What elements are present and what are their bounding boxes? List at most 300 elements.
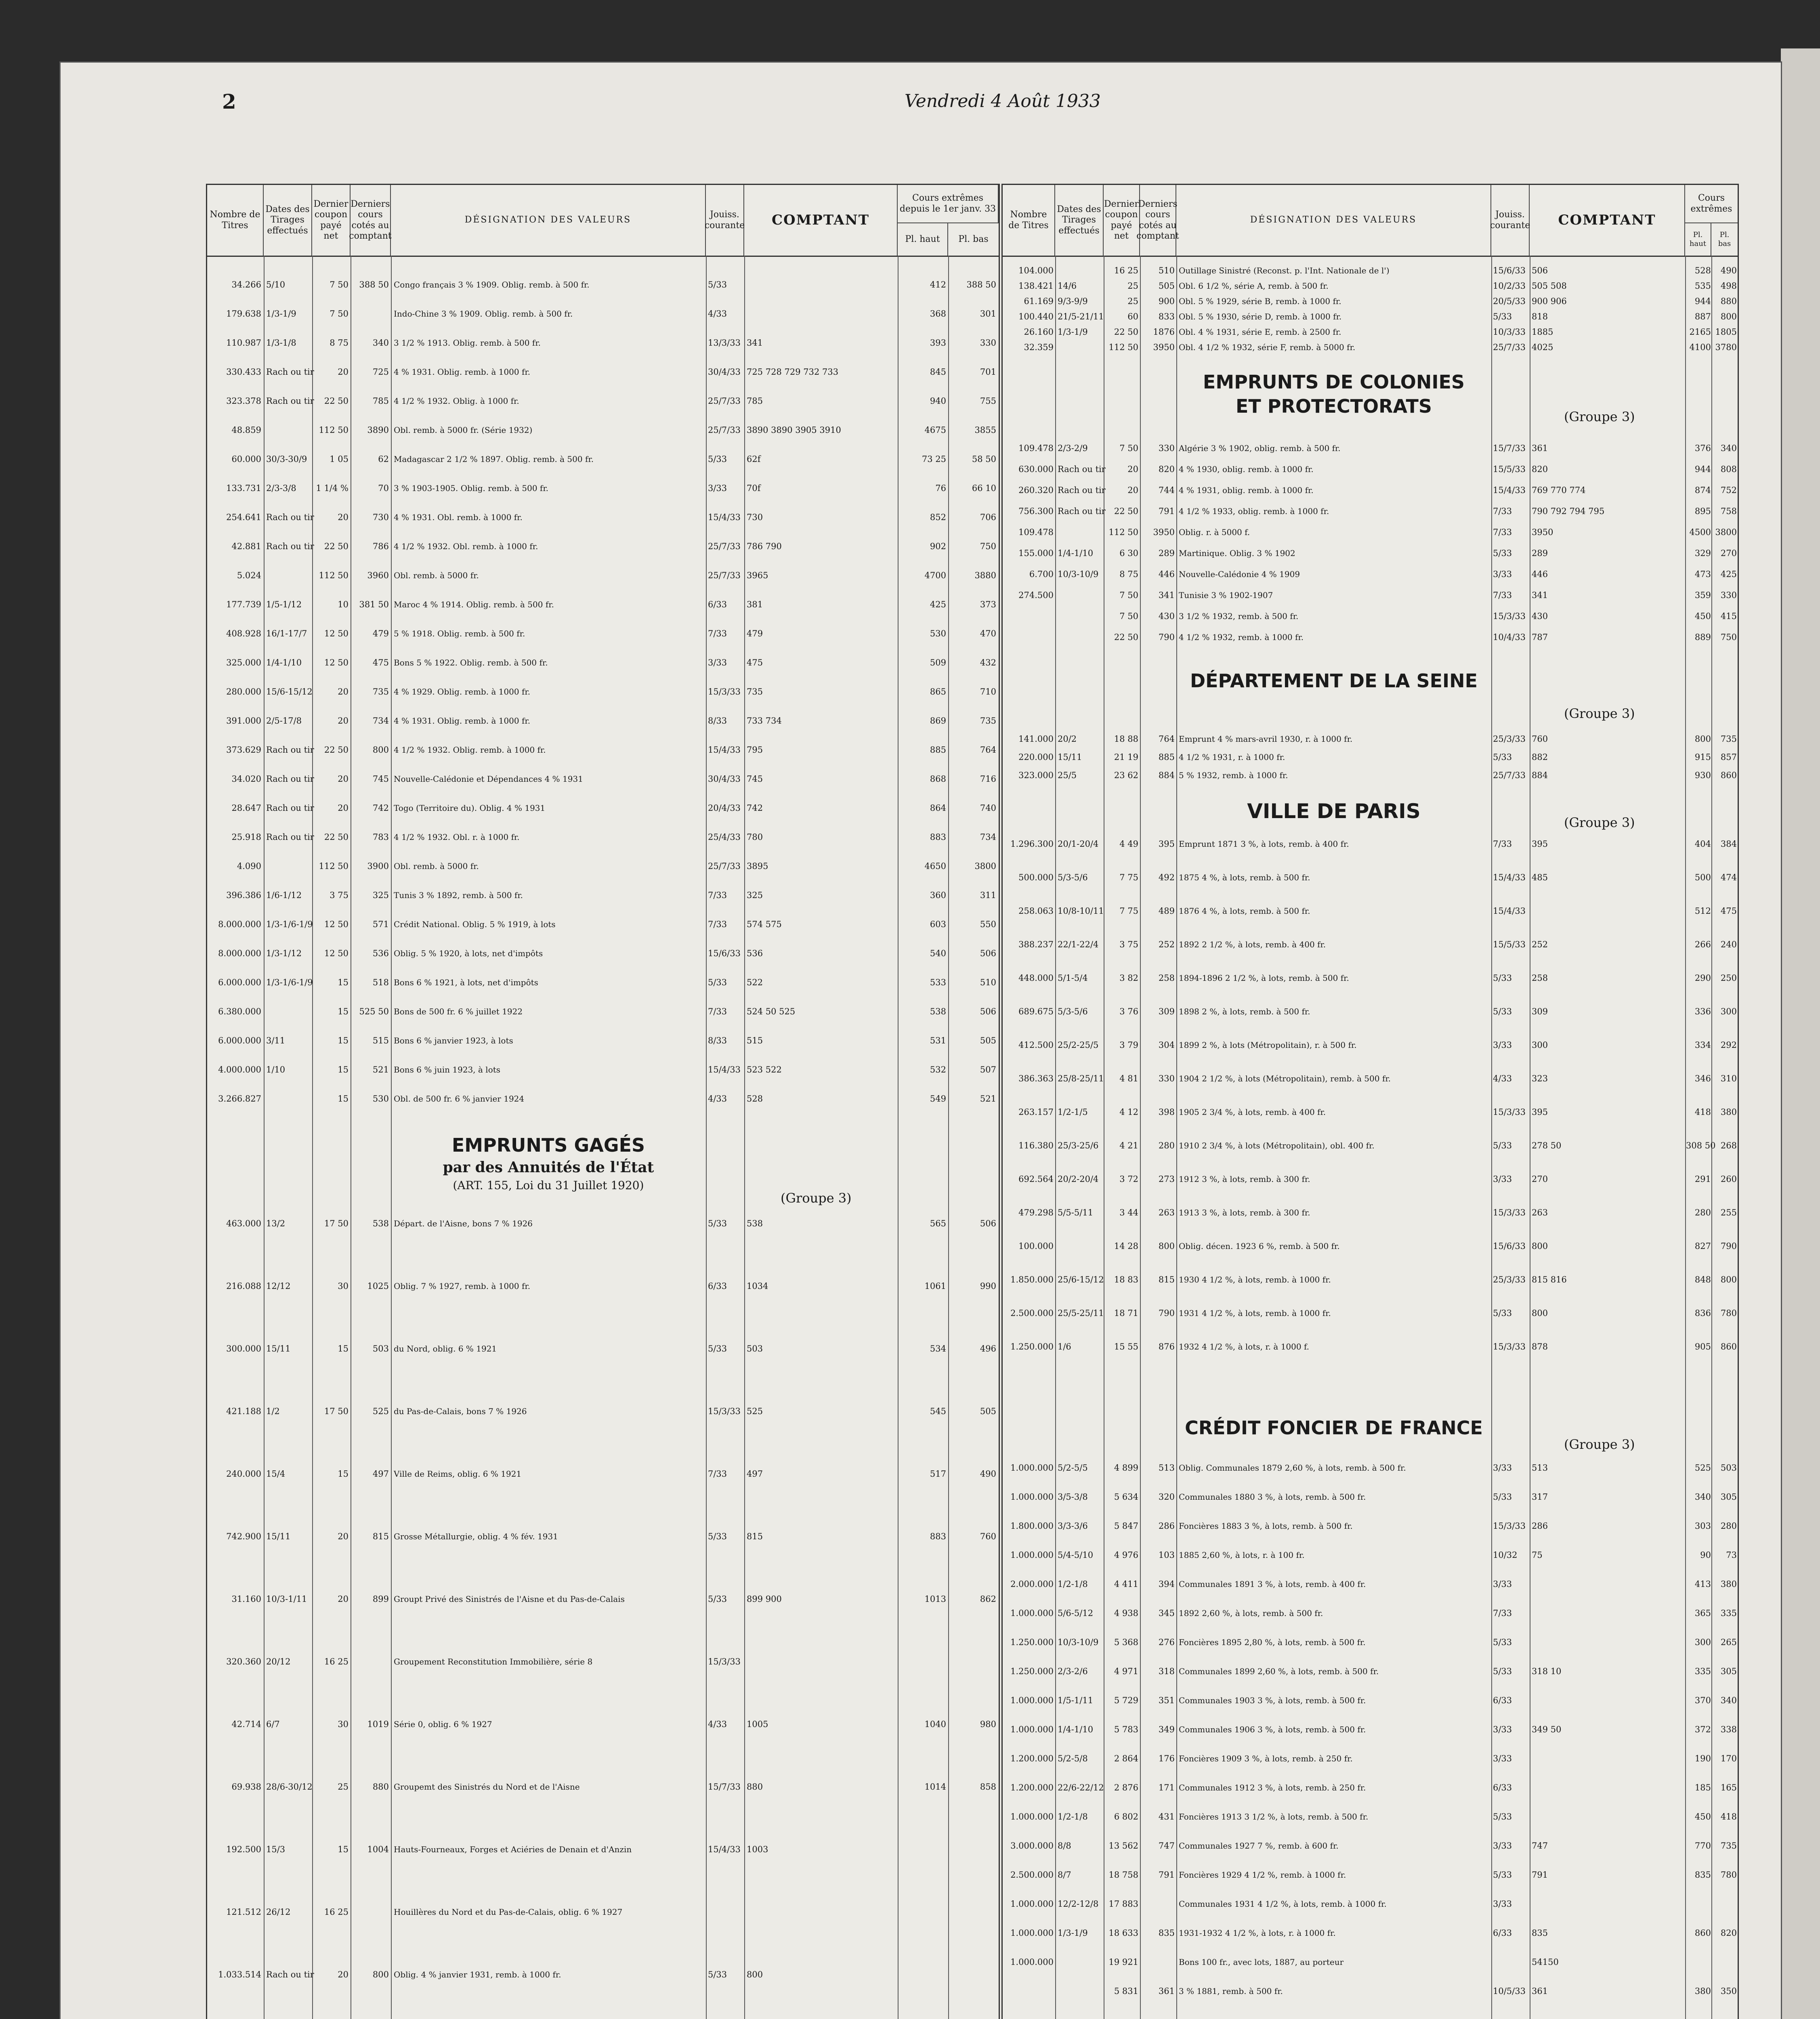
plbas-cell: 268	[1720, 1141, 1737, 1150]
plbas-cell: 338	[1720, 1725, 1737, 1734]
plbas-cell: 505	[980, 1406, 996, 1416]
nombre-cell: 240.000	[226, 1469, 261, 1479]
plbas-cell: 66 10	[972, 483, 996, 493]
plbas-cell: 860	[1720, 1342, 1737, 1352]
designation-cell: 4 % 1931. Obl. remb. à 1000 fr.	[394, 512, 523, 522]
designation-cell: 4 1/2 % 1933, oblig. remb. à 1000 fr.	[1179, 506, 1329, 516]
cours-cell: 497	[372, 1469, 389, 1479]
coupon-cell: 20	[338, 803, 348, 813]
nombre-cell: 100.440	[1018, 312, 1054, 321]
dates-cell: 15/11	[266, 1344, 291, 1354]
coupon-cell: 4 411	[1114, 1579, 1138, 1589]
dates-cell: 15/6-15/12	[266, 687, 313, 697]
designation-cell: Nouvelle-Calédonie et Dépendances 4 % 1931	[394, 774, 583, 784]
plhaut-cell: 2165	[1689, 327, 1711, 337]
comptant-cell: 497	[747, 1469, 763, 1479]
dates-cell: 2/3-3/8	[266, 483, 296, 493]
comptant-cell: 786 790	[747, 541, 782, 551]
cours-cell: 884	[1158, 770, 1175, 780]
dates-cell: 2/3-2/6	[1058, 1666, 1088, 1676]
dates-cell: 20/2-20/4	[1058, 1174, 1099, 1184]
plbas-cell: 330	[1720, 590, 1737, 600]
designation-cell: 1894-1896 2 1/2 %, à lots, remb. à 500 fr.	[1179, 973, 1349, 983]
coupon-cell: 17 50	[324, 1406, 348, 1416]
designation-cell: du Pas-de-Calais, bons 7 % 1926	[394, 1406, 527, 1416]
comptant-cell: 818	[1532, 312, 1548, 321]
plhaut-cell: 530	[930, 629, 946, 638]
plbas-cell: 862	[980, 1594, 996, 1604]
jouiss-cell: 15/3/33	[1493, 1342, 1526, 1352]
comptant-cell: 515	[747, 1036, 763, 1045]
designation-cell: Foncières 1913 3 1/2 %, à lots, remb. à 500 fr.	[1179, 1812, 1369, 1822]
jouiss-cell: 15/4/33	[1493, 906, 1526, 916]
comptant-cell: 349 50	[1532, 1725, 1562, 1734]
jouiss-cell: 15/4/33	[708, 1845, 741, 1854]
nombre-cell: 258.063	[1018, 906, 1054, 916]
comptant-cell: 270	[1532, 1174, 1548, 1184]
designation-cell: Bons 6 % 1921, à lots, net d'impôts	[394, 978, 538, 987]
nombre-cell: 2.500.000	[1010, 1870, 1054, 1880]
cours-cell: 304	[1158, 1040, 1175, 1050]
jouiss-cell: 5/33	[1493, 1637, 1512, 1647]
comptant-cell: 300	[1532, 1040, 1548, 1050]
coupon-cell: 5 783	[1114, 1725, 1138, 1734]
plhaut-cell: 532	[930, 1065, 946, 1075]
coupon-cell: 112 50	[319, 425, 348, 435]
cours-cell: 171	[1158, 1783, 1175, 1792]
nombre-cell: 1.250.000	[1010, 1666, 1054, 1676]
comptant-cell: 522	[747, 978, 763, 987]
plhaut-cell: 770	[1694, 1841, 1711, 1851]
emprunts-gages-title: EMPRUNTS GAGÉS	[451, 1134, 645, 1156]
jouiss-cell: 4/33	[708, 1719, 727, 1729]
dates-cell: 16/1-17/7	[266, 629, 307, 638]
jouiss-cell: 25/3/33	[1493, 1275, 1526, 1284]
plhaut-cell: 425	[930, 600, 946, 609]
nombre-cell: 31.160	[231, 1594, 261, 1604]
dates-cell: 28/6-30/12	[266, 1782, 313, 1792]
cours-cell: 1025	[367, 1281, 389, 1291]
designation-cell: Oblig. décen. 1923 6 %, remb. à 500 fr.	[1179, 1241, 1340, 1251]
designation-cell: Congo français 3 % 1909. Oblig. remb. à 500 fr.	[394, 280, 590, 290]
plhaut-cell: 335	[1694, 1666, 1711, 1676]
cours-cell: 800	[372, 745, 389, 755]
jouiss-cell: 15/3/33	[1493, 1521, 1526, 1531]
cours-cell: 744	[1158, 485, 1175, 495]
emprunts-gages-sub1: par des Annuités de l'État	[443, 1159, 654, 1176]
coupon-cell: 5 729	[1114, 1696, 1138, 1705]
plhaut-cell: 889	[1694, 632, 1711, 642]
nombre-cell: 263.157	[1018, 1107, 1054, 1117]
coupon-cell: 7 75	[1119, 906, 1138, 916]
coupon-cell: 12 50	[324, 949, 348, 958]
jouiss-cell: 20/4/33	[708, 803, 741, 813]
designation-cell: 1904 2 1/2 %, à lots (Métropolitain), remb. à 500 fr.	[1179, 1074, 1391, 1083]
jouiss-cell: 7/33	[708, 1469, 727, 1479]
plbas-cell: 335	[1720, 1608, 1737, 1618]
nombre-cell: 61.169	[1024, 296, 1054, 306]
nombre-cell: 330.433	[226, 367, 261, 377]
nombre-cell: 179.638	[226, 309, 261, 319]
comptant-cell: 75	[1532, 1550, 1543, 1560]
coupon-cell: 22 50	[1114, 632, 1138, 642]
comptant-cell: 323	[1532, 1074, 1548, 1083]
nombre-cell: 6.000.000	[218, 978, 261, 987]
comptant-cell: 395	[1532, 839, 1548, 849]
dates-cell: 10/3-10/9	[1058, 569, 1099, 579]
plbas-cell: 735	[1720, 1841, 1737, 1851]
nombre-cell: 300.000	[226, 1344, 261, 1354]
colonies-title-1: EMPRUNTS DE COLONIES	[1203, 371, 1465, 393]
coupon-cell: 25	[1127, 296, 1138, 306]
cours-cell: 790	[1158, 632, 1175, 642]
designation-cell: 1913 3 %, à lots, remb. à 300 fr.	[1179, 1208, 1310, 1217]
dates-cell: 5/2-5/8	[1058, 1754, 1088, 1763]
jouiss-cell: 4/33	[708, 1094, 727, 1104]
cours-cell: 475	[372, 658, 389, 667]
plbas-cell: 3880	[974, 571, 996, 580]
nombre-cell: 48.859	[231, 425, 261, 435]
plbas-cell: 980	[980, 1719, 996, 1729]
coupon-cell: 20	[338, 512, 348, 522]
dates-cell: 20/1-20/4	[1058, 839, 1099, 849]
coupon-cell: 20	[1127, 464, 1138, 474]
nombre-cell: 110.987	[226, 338, 261, 348]
comptant-cell: 54150	[1532, 1957, 1559, 1967]
plbas-cell: 3780	[1715, 342, 1737, 352]
plbas-cell: 496	[980, 1344, 996, 1354]
plhaut-cell: 940	[930, 396, 946, 406]
jouiss-cell: 5/33	[1493, 1812, 1512, 1822]
nombre-cell: 391.000	[226, 716, 261, 726]
plhaut-cell: 450	[1694, 1812, 1711, 1822]
jouiss-cell: 5/33	[708, 1594, 727, 1604]
nombre-cell: 4.000.000	[218, 1065, 261, 1075]
comptant-cell: 882	[1532, 752, 1548, 762]
col-jouiss: Jouiss. courante	[706, 185, 744, 256]
nombre-cell: 274.500	[1018, 590, 1054, 600]
designation-cell: Communales 1891 3 %, à lots, remb. à 400 fr.	[1179, 1579, 1366, 1589]
designation-cell: 4 1/2 % 1932. Obl. r. à 1000 fr.	[394, 832, 520, 842]
coupon-cell: 5 634	[1114, 1492, 1138, 1502]
jouiss-cell: 15/3/33	[708, 1406, 741, 1416]
jouiss-cell: 8/33	[708, 716, 727, 726]
nombre-cell: 1.000.000	[1010, 1463, 1054, 1473]
jouiss-cell: 7/33	[1493, 527, 1512, 537]
jouiss-cell: 7/33	[1493, 839, 1512, 849]
cours-cell: 289	[1158, 548, 1175, 558]
plhaut-cell: 864	[930, 803, 946, 813]
left-quote-table	[206, 184, 1000, 2019]
designation-cell: 4 % 1929. Oblig. remb. à 1000 fr.	[394, 687, 531, 697]
plbas-cell: 750	[980, 541, 996, 551]
jouiss-cell: 15/3/33	[708, 1657, 741, 1666]
designation-cell: 3 1/2 % 1913. Oblig. remb. à 500 fr.	[394, 338, 541, 348]
plbas-cell: 330	[980, 338, 996, 348]
comptant-cell: 1005	[747, 1719, 768, 1729]
cours-cell: 742	[372, 803, 389, 813]
nombre-cell: 26.160	[1024, 327, 1054, 337]
plbas-cell: 388 50	[966, 280, 996, 290]
nombre-cell: 500.000	[1018, 873, 1054, 882]
plhaut-cell: 329	[1694, 548, 1711, 558]
comptant-cell: 800	[1532, 1241, 1548, 1251]
dates-cell: 3/11	[266, 1036, 285, 1045]
nombre-cell: 4.090	[237, 861, 261, 871]
plhaut-cell: 944	[1694, 464, 1711, 474]
colonies-groupe: (Groupe 3)	[1564, 409, 1635, 424]
dates-cell: 5/3-5/6	[1058, 1007, 1088, 1016]
dates-cell: 1/2-1/8	[1058, 1812, 1088, 1822]
cours-cell: 286	[1158, 1521, 1175, 1531]
cours-cell: 725	[372, 367, 389, 377]
designation-cell: Foncières 1909 3 %, à lots, remb. à 250 fr.	[1179, 1754, 1353, 1763]
plbas-cell: 270	[1720, 548, 1737, 558]
jouiss-cell: 5/33	[1493, 1666, 1512, 1676]
plbas-cell: 990	[980, 1281, 996, 1291]
designation-cell: 4 % 1931. Oblig. remb. à 1000 fr.	[394, 716, 531, 726]
nombre-cell: 1.000.000	[1010, 1492, 1054, 1502]
plbas-cell: 800	[1720, 312, 1737, 321]
coupon-cell: 3 76	[1119, 1007, 1138, 1016]
dates-cell: Rach ou tir	[266, 512, 314, 522]
dates-cell: Rach ou tir	[266, 745, 314, 755]
nombre-cell: 1.000.000	[1010, 1696, 1054, 1705]
dates-cell: 25/3-25/6	[1058, 1141, 1099, 1150]
plhaut-cell: 538	[930, 1007, 946, 1016]
plbas-cell: 415	[1720, 611, 1737, 621]
plbas-cell: 373	[980, 600, 996, 609]
comptant-cell: 528	[747, 1094, 763, 1104]
designation-cell: Communales 1931 4 1/2 %, à lots, remb. à 1000 fr.	[1179, 1899, 1387, 1909]
plhaut-cell: 827	[1694, 1241, 1711, 1251]
comptant-cell: 820	[1532, 464, 1548, 474]
plbas-cell: 800	[1720, 1275, 1737, 1284]
jouiss-cell: 4/33	[1493, 1074, 1512, 1083]
comptant-cell: 800	[747, 1970, 763, 1979]
coupon-cell: 22 50	[1114, 506, 1138, 516]
designation-cell: 1899 2 %, à lots (Métropolitain), r. à 500 fr.	[1179, 1040, 1357, 1050]
designation-cell: 1905 2 3/4 %, à lots, remb. à 400 fr.	[1179, 1107, 1326, 1117]
nombre-cell: 396.386	[226, 890, 261, 900]
jouiss-cell: 15/3/33	[708, 687, 741, 697]
dates-cell: 5/4-5/10	[1058, 1550, 1094, 1560]
coupon-cell: 25	[338, 1782, 348, 1792]
coupon-cell: 30	[338, 1281, 348, 1291]
jouiss-cell: 8/33	[708, 1036, 727, 1045]
plhaut-cell: 531	[930, 1036, 946, 1045]
cours-cell: 340	[372, 338, 389, 348]
nombre-cell: 60.000	[231, 454, 261, 464]
r-col-dates: Dates des Tirages effectués	[1055, 185, 1104, 256]
designation-cell: Communales 1880 3 %, à lots, remb. à 500 fr.	[1179, 1492, 1366, 1502]
left-table-header	[207, 185, 999, 257]
designation-cell: Foncières 1929 4 1/2 %, remb. à 1000 fr.	[1179, 1870, 1346, 1880]
plhaut-cell: 4100	[1689, 342, 1711, 352]
cours-cell: 276	[1158, 1637, 1175, 1647]
nombre-cell: 141.000	[1018, 734, 1054, 744]
plhaut-cell: 4500	[1689, 527, 1711, 537]
designation-cell: 4 1/2 % 1932. Oblig. remb. à 1000 fr.	[394, 745, 546, 755]
comptant-cell: 503	[747, 1344, 763, 1354]
plbas-cell: 506	[980, 949, 996, 958]
designation-cell: Tunisie 3 % 1902-1907	[1179, 590, 1273, 600]
dates-cell: 20/2	[1058, 734, 1077, 744]
nombre-cell: 3.000.000	[1010, 1841, 1054, 1851]
col-comptant: COMPTANT	[744, 185, 898, 256]
nombre-cell: 6.000.000	[218, 1036, 261, 1045]
comptant-cell: 787	[1532, 632, 1548, 642]
plbas-cell: 521	[980, 1094, 996, 1104]
plhaut-cell: 545	[930, 1406, 946, 1416]
plhaut-cell: 1040	[924, 1719, 946, 1729]
designation-cell: 4 1/2 % 1932, remb. à 1000 fr.	[1179, 632, 1304, 642]
jouiss-cell: 5/33	[1493, 1007, 1512, 1016]
jouiss-cell: 5/33	[708, 1219, 727, 1228]
plhaut-cell: 365	[1694, 1608, 1711, 1618]
cours-cell: 70	[378, 483, 389, 493]
plhaut-cell: 905	[1694, 1342, 1711, 1352]
plbas-cell: 425	[1720, 569, 1737, 579]
jouiss-cell: 15/3/33	[1493, 1208, 1526, 1217]
comptant-cell: 745	[747, 774, 763, 784]
emprunts-gages-sub2: (ART. 155, Loi du 31 Juillet 1920)	[453, 1179, 644, 1192]
designation-cell: Foncières 1895 2,80 %, à lots, remb. à 500 fr.	[1179, 1637, 1366, 1647]
dates-cell: 12/2-12/8	[1058, 1899, 1099, 1909]
designation-cell: Grosse Métallurgie, oblig. 4 % fév. 1931	[394, 1532, 558, 1541]
designation-cell: Communales 1906 3 %, à lots, remb. à 500 fr.	[1179, 1725, 1366, 1734]
jouiss-cell: 25/4/33	[708, 832, 741, 842]
nombre-cell: 1.000.000	[1010, 1928, 1054, 1938]
plbas-cell: 3800	[1715, 527, 1737, 537]
designation-cell: Obl. 6 1/2 %, série A, remb. à 500 fr.	[1179, 281, 1329, 291]
page-number: 2	[222, 90, 236, 113]
designation-cell: Bons de 500 fr. 6 % juillet 1922	[394, 1007, 523, 1016]
dates-cell: 1/3-1/9	[266, 309, 296, 319]
designation-cell: 1875 4 %, à lots, remb. à 500 fr.	[1179, 873, 1310, 882]
designation-cell: Hauts-Fourneaux, Forges et Aciéries de Denain et d'Anzin	[394, 1845, 632, 1854]
nombre-cell: 216.088	[226, 1281, 261, 1291]
plbas-cell: 58 50	[972, 454, 996, 464]
plhaut-cell: 360	[930, 890, 946, 900]
designation-cell: Madagascar 2 1/2 % 1897. Oblig. remb. à 500 fr.	[394, 454, 594, 464]
col-dates: Dates des Tirages effectués	[264, 185, 312, 256]
dates-cell: 3/5-3/8	[1058, 1492, 1088, 1502]
jouiss-cell: 4/33	[708, 309, 727, 319]
coupon-cell: 6 30	[1119, 548, 1138, 558]
comptant-cell: 1003	[747, 1845, 768, 1854]
coupon-cell: 15	[338, 1007, 348, 1016]
dates-cell: 1/6	[1058, 1342, 1071, 1352]
plbas-cell: 701	[980, 367, 996, 377]
col-designation: DÉSIGNATION DES VALEURS	[391, 185, 706, 256]
coupon-cell: 2 864	[1114, 1754, 1138, 1763]
jouiss-cell: 7/33	[1493, 1608, 1512, 1618]
designation-cell: 4 % 1931, oblig. remb. à 1000 fr.	[1179, 485, 1314, 495]
coupon-cell: 2 876	[1114, 1783, 1138, 1792]
jouiss-cell: 3/33	[1493, 1174, 1512, 1184]
coupon-cell: 7 75	[1119, 873, 1138, 882]
dates-cell: 9/3-9/9	[1058, 296, 1088, 306]
nombre-cell: 2.500.000	[1010, 1308, 1054, 1318]
cours-cell: 783	[372, 832, 389, 842]
plhaut-cell: 1014	[924, 1782, 946, 1792]
nombre-cell: 109.478	[1018, 443, 1054, 453]
comptant-cell: 725 728 729 732 733	[747, 367, 839, 377]
coupon-cell: 14 28	[1114, 1241, 1138, 1251]
plbas-cell: 780	[1720, 1870, 1737, 1880]
cours-cell: 395	[1158, 839, 1175, 849]
cours-cell: 785	[372, 396, 389, 406]
comptant-cell: 318 10	[1532, 1666, 1562, 1676]
designation-cell: Foncières 1883 3 %, à lots, remb. à 500 fr.	[1179, 1521, 1353, 1531]
coupon-cell: 3 44	[1119, 1208, 1138, 1217]
plbas-cell: 305	[1720, 1492, 1737, 1502]
jouiss-cell: 7/33	[708, 1007, 727, 1016]
designation-cell: du Nord, oblig. 6 % 1921	[394, 1344, 497, 1354]
designation-cell: 1892 2,60 %, à lots, remb. à 500 fr.	[1179, 1608, 1323, 1618]
cours-cell: 815	[372, 1532, 389, 1541]
designation-cell: Groupemt des Sinistrés du Nord et de l'Aisne	[394, 1782, 580, 1792]
cours-cell: 351	[1158, 1696, 1175, 1705]
comptant-cell: 538	[747, 1219, 763, 1228]
designation-cell: Obl. 4 % 1931, série E, remb. à 2500 fr.	[1179, 327, 1341, 337]
nombre-cell: 69.938	[231, 1782, 261, 1792]
dates-cell: 25/8-25/11	[1058, 1074, 1104, 1083]
jouiss-cell: 10/5/33	[1493, 1986, 1526, 1996]
designation-cell: Outillage Sinistré (Reconst. p. l'Int. Nationale de l')	[1179, 266, 1390, 275]
dates-cell: 25/5-25/11	[1058, 1308, 1104, 1318]
cours-cell: 510	[1158, 266, 1175, 275]
nombre-cell: 1.250.000	[1010, 1637, 1054, 1647]
plbas-cell: 384	[1720, 839, 1737, 849]
cours-cell: 745	[372, 774, 389, 784]
designation-cell: 4 1/2 % 1932. Oblig. à 1000 fr.	[394, 396, 519, 406]
coupon-cell: 15	[338, 1065, 348, 1075]
nombre-cell: 8.000.000	[218, 949, 261, 958]
plbas-cell: 260	[1720, 1174, 1737, 1184]
coupon-cell: 3 79	[1119, 1040, 1138, 1050]
dates-cell: 1/4-1/10	[1058, 1725, 1094, 1734]
cours-cell: 521	[372, 1065, 389, 1075]
jouiss-cell: 5/33	[1493, 1492, 1512, 1502]
cours-cell: 3960	[367, 571, 389, 580]
cours-cell: 3900	[367, 861, 389, 871]
coupon-cell: 8 75	[330, 338, 348, 348]
nombre-cell: 260.320	[1018, 485, 1054, 495]
dates-cell: 1/2-1/8	[1058, 1579, 1088, 1589]
nombre-cell: 1.250.000	[1010, 1342, 1054, 1352]
designation-cell: 1885 2,60 %, à lots, r. à 100 fr.	[1179, 1550, 1305, 1560]
plbas-cell: 418	[1720, 1812, 1737, 1822]
plhaut-cell: 4675	[924, 425, 946, 435]
plbas-cell: 503	[1720, 1463, 1737, 1473]
plbas-cell: 340	[1720, 1696, 1737, 1705]
jouiss-cell: 5/33	[1493, 1141, 1512, 1150]
comptant-cell: 381	[747, 600, 763, 609]
plhaut-cell: 902	[930, 541, 946, 551]
plbas-cell: 3800	[974, 861, 996, 871]
nombre-cell: 412.500	[1018, 1040, 1054, 1050]
coupon-cell: 22 50	[324, 832, 348, 842]
coupon-cell: 4 12	[1119, 1107, 1138, 1117]
plbas-cell: 820	[1720, 1928, 1737, 1938]
col-coupon: Dernier coupon payé net	[312, 185, 351, 256]
designation-cell: Série 0, oblig. 6 % 1927	[394, 1719, 492, 1729]
plhaut-cell: 944	[1694, 296, 1711, 306]
comptant-cell: 62f	[747, 454, 761, 464]
jouiss-cell: 25/7/33	[708, 425, 741, 435]
